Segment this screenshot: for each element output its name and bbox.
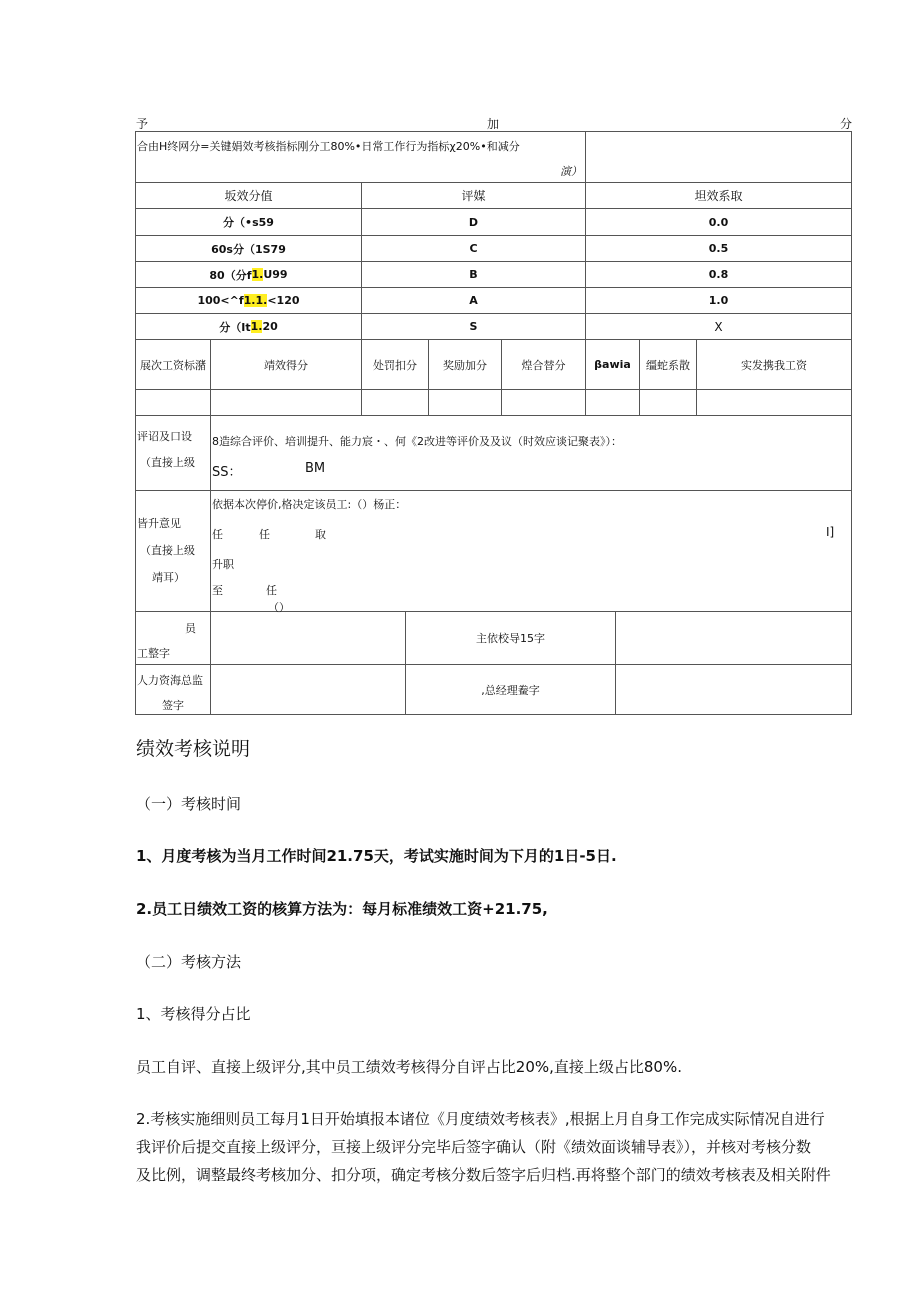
promotion-qu: 取 bbox=[315, 528, 326, 541]
grade-header-score: 坂效分值 bbox=[224, 189, 273, 203]
grade-letter: A bbox=[469, 294, 478, 307]
grade-score: 分（•s59 bbox=[223, 216, 274, 229]
salary-header-actual: 实发携我工资 bbox=[741, 358, 807, 372]
para-3: 1、考核得分占比 bbox=[136, 1005, 251, 1023]
para-5-line2: 我评价后提交直接上级评分，亘接上级评分完毕后签字确认（附《绩效面谈辅导表》），并核对考核分数 bbox=[136, 1138, 812, 1156]
salary-header-total: 煌合替分 bbox=[521, 358, 566, 372]
para-2: 2.员工日绩效工资的核算方法为：每月标准绩效工资+21.75, bbox=[136, 900, 548, 918]
review-sig-right: BM bbox=[305, 461, 326, 476]
salary-header-bonus: 奖励加分 bbox=[443, 358, 487, 372]
grade-coef: 0.5 bbox=[708, 242, 729, 255]
salary-header-score: 靖效得分 bbox=[264, 358, 308, 372]
para-5-line1: 2.考核实施细则员工每月1日开始填报本诸位《月度绩效考核表》,根据上月自身工作完成实际情况自进行 bbox=[136, 1110, 825, 1128]
salary-header-standard: 展次工资标潴 bbox=[140, 358, 206, 372]
para-4: 员工自评、直接上级评分,其中员工绩效考核得分自评占比20%,直接上级占比80%. bbox=[136, 1058, 682, 1076]
grade-header-grade: 评媒 bbox=[461, 189, 486, 203]
grade-score: 100<^f 1.1. <120 bbox=[197, 294, 300, 307]
promotion-label-line3: 靖耳） bbox=[152, 571, 185, 584]
review-sig-left: SS： bbox=[212, 465, 242, 480]
para-1: 1、月度考核为当月工作时间21.75天，考试实施时间为下月的1日-5日. bbox=[136, 847, 617, 865]
promotion-paren: （） bbox=[268, 601, 290, 614]
grade-score: 80（分f 1. U99 bbox=[209, 268, 288, 282]
promotion-line1: 依据本次停价,格决定该员工:（）杨正： bbox=[212, 498, 407, 511]
hr-sig-label-line2: 签字 bbox=[162, 699, 184, 712]
review-text: 8造综合评价、培训提升、能力宸・、何《2改进等评价及及议（时效应谈记聚表》）： bbox=[212, 435, 622, 448]
para-5-line3: 及比例，调整最终考核加分、扣分项，确定考核分数后签字后归档.再将整个部门的绩效考核表及相关附件 bbox=[136, 1166, 831, 1184]
formula-line2: 演） bbox=[560, 165, 582, 178]
grade-letter: S bbox=[469, 320, 478, 333]
grade-letter: D bbox=[468, 215, 479, 229]
hr-sig-label-line1: 人力资海总监 bbox=[137, 674, 203, 687]
grade-header-coef: 坦效系取 bbox=[694, 189, 743, 203]
promotion-ren2: 任 bbox=[259, 528, 270, 541]
grade-coef: 0.0 bbox=[708, 215, 729, 229]
review-label-line2: （直接上级 bbox=[140, 456, 195, 469]
promotion-zhi: 至 bbox=[212, 584, 223, 597]
doc-title: 绩效考核说明 bbox=[136, 738, 251, 760]
top-row-left: 予 bbox=[136, 117, 149, 131]
section-time: （一）考核时间 bbox=[136, 795, 242, 813]
promotion-shengzhi: 升职 bbox=[212, 558, 234, 571]
promotion-label-line2: （直接上级 bbox=[140, 544, 195, 557]
formula-line1: 合由H终网分=关键娟效考核指标刚分工80%•日常工作行为指标χ20%•和减分 bbox=[137, 140, 520, 153]
supervisor-sig-label: 主依校导15字 bbox=[476, 632, 545, 645]
grade-score: 60s分（1S79 bbox=[211, 242, 286, 256]
promotion-ren3: 任 bbox=[266, 584, 277, 597]
gm-sig-label: ,总经理鲞字 bbox=[481, 683, 540, 697]
salary-header-coef: 缰蛇系散 bbox=[646, 358, 690, 372]
promotion-bracket: I] bbox=[826, 525, 835, 539]
grade-letter: B bbox=[469, 268, 478, 281]
review-label-line1: 评诏及口设 bbox=[137, 430, 192, 443]
grade-coef: 0.8 bbox=[708, 268, 729, 281]
grade-coef: X bbox=[714, 319, 723, 334]
grade-letter: C bbox=[469, 242, 478, 255]
promotion-ren1: 任 bbox=[212, 528, 223, 541]
top-row-right: 分 bbox=[840, 117, 853, 131]
employee-sig-label-line1: 员 bbox=[185, 622, 196, 635]
salary-header-grade: βawia bbox=[594, 358, 631, 371]
grade-coef: 1.0 bbox=[708, 294, 729, 307]
salary-header-penalty: 处罚扣分 bbox=[373, 358, 417, 372]
section-method: （二）考核方法 bbox=[136, 953, 242, 971]
employee-sig-label-line2: 工整字 bbox=[137, 647, 170, 660]
top-row-mid: 加 bbox=[487, 117, 500, 131]
promotion-label-line1: 皆升意见 bbox=[137, 517, 181, 530]
grade-score: 分（It 1. 20 bbox=[219, 320, 278, 334]
